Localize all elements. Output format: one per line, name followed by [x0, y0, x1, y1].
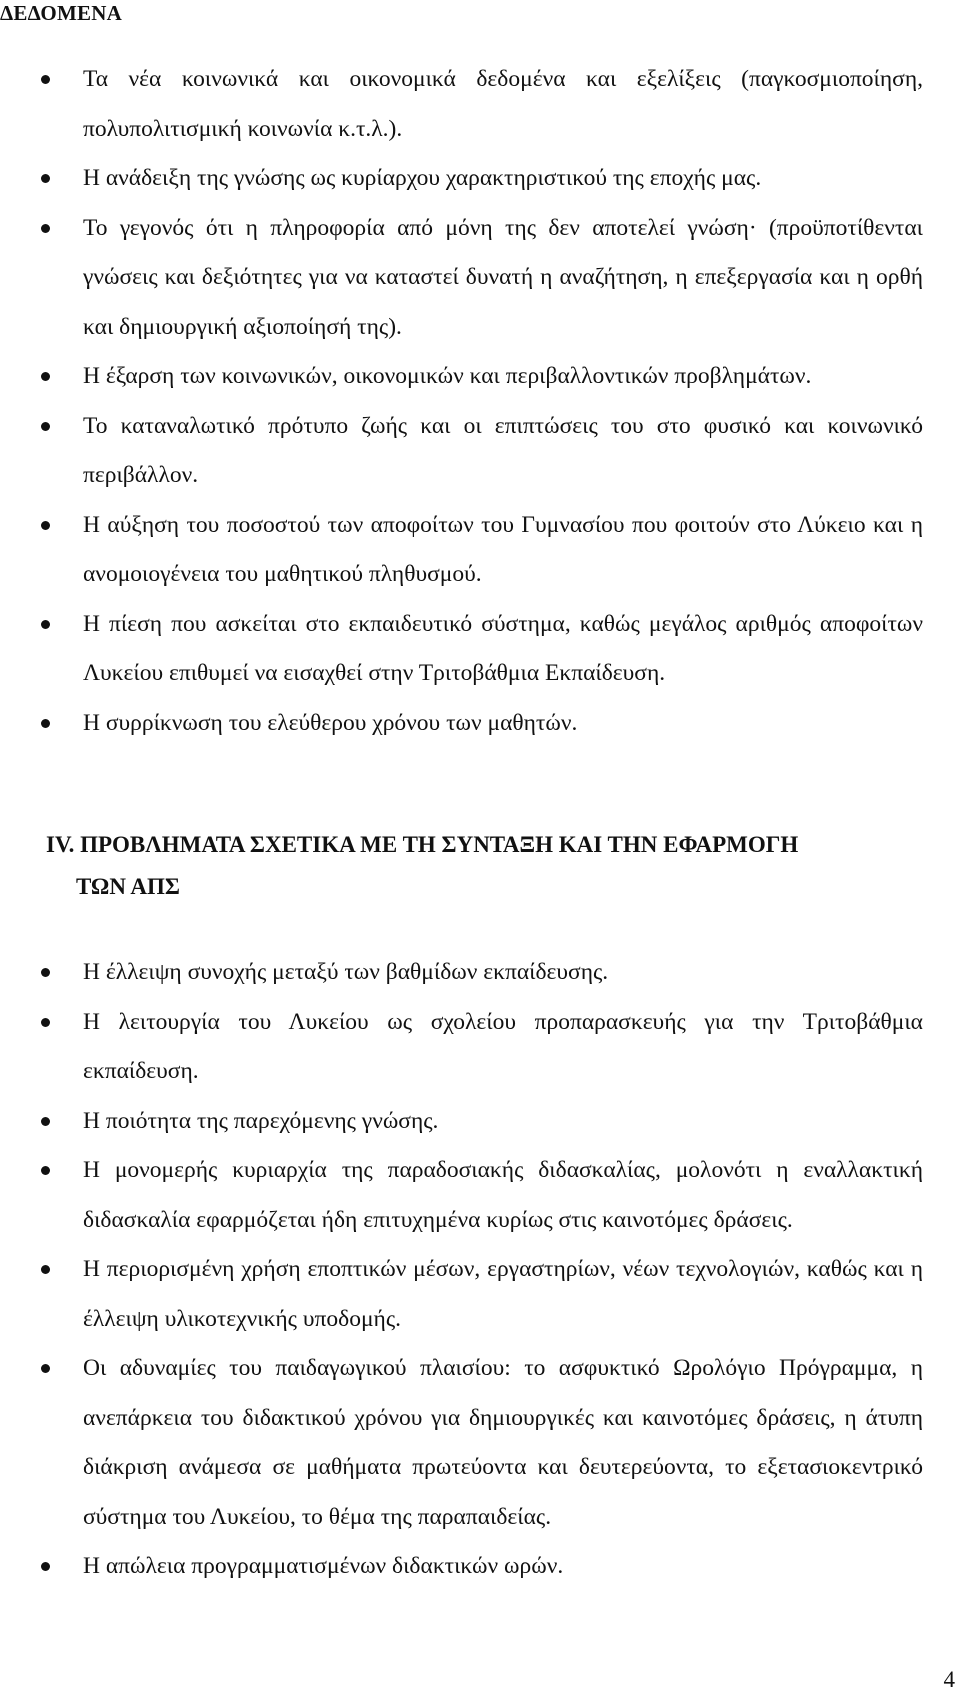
list-item-text: Η περιορισμένη χρήση εποπτικών μέσων, εργαστηρίων, νέων τεχνολογιών, καθώς και η έλλειψη υλικοτεχνικής υποδομής. — [83, 1256, 923, 1332]
list-item — [0, 1542, 923, 1592]
list-item-text: Η αύξηση του ποσοστού των αποφοίτων του Γυμνασίου που φοιτούν στο Λύκειο και η ανομοιογένεια του μαθητικού πληθυσμού. — [83, 511, 923, 587]
list-item — [0, 204, 923, 353]
list-item — [0, 1146, 923, 1245]
bullet-icon — [41, 422, 50, 431]
bullet-icon — [41, 224, 50, 233]
section-heading-data: ΔΕΔΟΜΕΝΑ — [0, 1, 122, 25]
list-item — [0, 1344, 923, 1542]
list-item-text: Η έξαρση των κοινωνικών, οικονομικών και περιβαλλοντικών προβλημάτων. — [83, 363, 812, 389]
list-item-text: Η πίεση που ασκείται στο εκπαιδευτικό σύστημα, καθώς μεγάλος αριθμός αποφοίτων Λυκείου επιθυμεί να εισαχθεί στην Τριτοβάθμια Εκπαίδευση. — [83, 610, 923, 686]
list-item-text: Η έλλειψη συνοχής μεταξύ των βαθμίδων εκπαίδευσης. — [83, 959, 609, 985]
list-item — [0, 154, 923, 204]
list-item — [0, 998, 923, 1097]
page-number: 4 — [943, 1667, 955, 1692]
bullet-icon — [41, 1166, 50, 1175]
bullet-icon — [41, 620, 50, 629]
list-item-text: Το γεγονός ότι η πληροφορία από μόνη της δεν αποτελεί γνώση· (προϋποτίθενται γνώσεις και δεξιότητες για να καταστεί δυνατή η αναζήτηση, η επεξεργασία και η ορθή και δημιουργική αξιοποίησή της). — [83, 214, 923, 340]
list-item-text: Η ανάδειξη της γνώσης ως κυρίαρχου χαρακτηριστικού της εποχής μας. — [83, 165, 762, 191]
section-heading-line-1: IV. ΠΡΟΒΛΗΜΑΤΑ ΣΧΕΤΙΚΑ ΜΕ ΤΗ ΣΥΝΤΑΞΗ ΚΑΙ ΤΗΝ ΕΦΑΡΜΟΓΗ — [46, 832, 799, 857]
list-item-text: Η λειτουργία του Λυκείου ως σχολείου προπαρασκευής για την Τριτοβάθμια εκπαίδευση. — [83, 1008, 923, 1084]
bullet-icon — [41, 1364, 50, 1373]
section-heading-line-2: ΤΩΝ ΑΠΣ — [76, 874, 180, 899]
bullet-icon — [41, 174, 50, 183]
bullet-icon — [41, 1018, 50, 1027]
list-item — [0, 600, 923, 699]
bullet-icon — [41, 75, 50, 84]
list-item — [0, 55, 923, 154]
list-item — [0, 948, 923, 998]
bullet-list-data — [0, 55, 923, 748]
list-item — [0, 501, 923, 600]
list-item-text: Η ποιότητα της παρεχόμενης γνώσης. — [83, 1107, 439, 1134]
list-item — [0, 352, 923, 402]
bullet-icon — [41, 521, 50, 530]
bullet-icon — [41, 719, 50, 728]
list-item-text: Οι αδυναμίες του παιδαγωγικού πλαισίου: το ασφυκτικό Ωρολόγιο Πρόγραμμα, η ανεπάρκεια του διδακτικού χρόνου για δημιουργικές και καινοτόμες δράσεις, η άτυπη διάκριση ανάμεσα σε μαθήματα πρωτεύοντα και δευτερεύοντα, το εξετασιοκεντρικό σύστημα του Λυκείου, το θέμα της παραπαιδείας. — [83, 1355, 923, 1530]
list-item-text: Η συρρίκνωση του ελεύθερου χρόνου των μαθητών. — [83, 709, 578, 736]
section-heading-problems — [46, 824, 906, 908]
list-item — [0, 1097, 923, 1147]
list-item-text: Η απώλεια προγραμματισμένων διδακτικών ωρών. — [83, 1553, 564, 1579]
bullet-icon — [41, 1265, 50, 1274]
bullet-list-problems — [0, 948, 923, 1592]
list-item — [0, 402, 923, 501]
list-item-text: Τα νέα κοινωνικά και οικονομικά δεδομένα και εξελίξεις (παγκοσμιοποίηση, πολυπολιτισμική κοινωνία κ.τ.λ.). — [83, 66, 923, 142]
bullet-icon — [41, 968, 50, 977]
bullet-icon — [41, 1562, 50, 1571]
bullet-icon — [41, 372, 50, 381]
list-item — [0, 699, 923, 749]
bullet-icon — [41, 1117, 50, 1126]
list-item-text: Η μονομερής κυριαρχία της παραδοσιακής διδασκαλίας, μολονότι η εναλλακτική διδασκαλία εφαρμόζεται ήδη επιτυχημένα κυρίως στις καινοτόμες δράσεις. — [83, 1157, 923, 1233]
list-item — [0, 1245, 923, 1344]
list-item-text: Το καταναλωτικό πρότυπο ζωής και οι επιπτώσεις του στο φυσικό και κοινωνικό περιβάλλον. — [83, 412, 923, 488]
